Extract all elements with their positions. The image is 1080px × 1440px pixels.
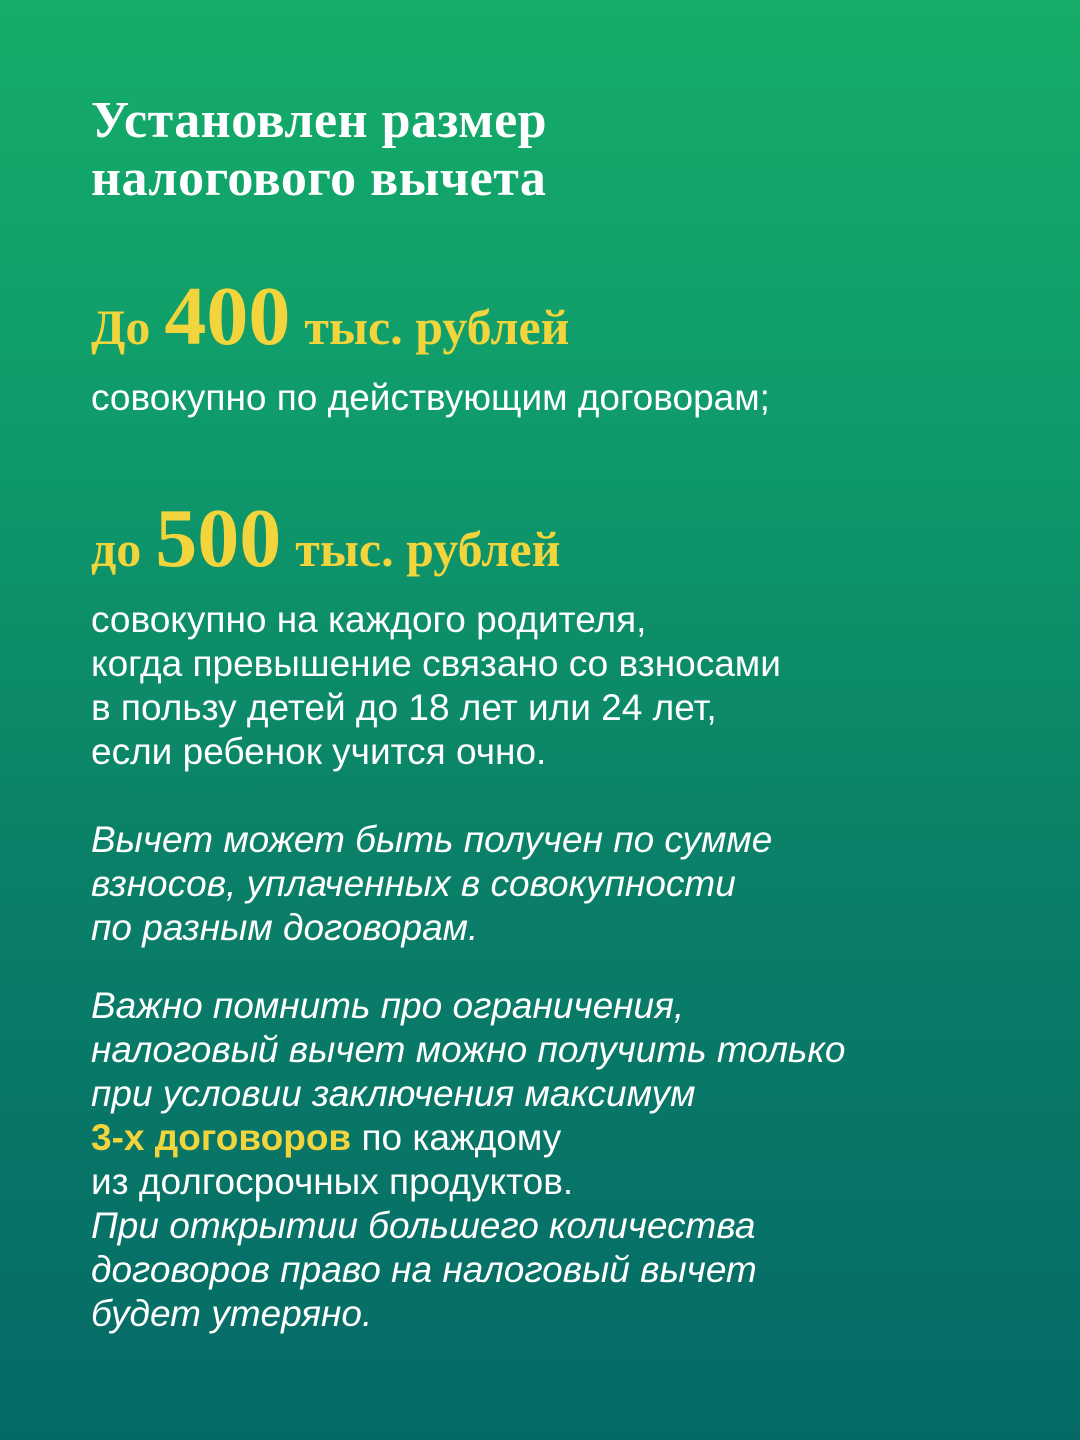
limit-500-desc-line: когда превышение связано со взносами xyxy=(91,643,781,684)
note-restrictions-line: будет утеряно. xyxy=(91,1293,373,1334)
limit-400-prefix: До xyxy=(91,299,151,355)
limit-500-description xyxy=(91,598,781,774)
limit-500-prefix: до xyxy=(91,521,142,577)
limit-400-description: совокупно по действующим договорам; xyxy=(91,377,770,418)
limit-500-unit: тыс. рублей xyxy=(295,521,561,577)
note-restrictions-line-rest: по каждому xyxy=(351,1117,562,1158)
limit-400-heading xyxy=(91,268,570,365)
limit-500-heading xyxy=(91,490,560,587)
limit-400-number: 400 xyxy=(164,270,291,363)
note-restrictions-line xyxy=(91,1116,845,1160)
limit-400-unit: тыс. рублей xyxy=(304,299,570,355)
limit-500-desc-line: если ребенок учится очно. xyxy=(91,731,547,772)
title-line-1: Установлен размер xyxy=(91,92,548,149)
limit-500-number: 500 xyxy=(155,492,282,585)
note-restrictions-line: налоговый вычет можно получить только xyxy=(91,1029,846,1070)
note-restrictions-line: из долгосрочных продуктов. xyxy=(91,1161,574,1202)
title-line-2: налогового вычета xyxy=(91,150,547,207)
note-cumulative-line: Вычет может быть получен по сумме xyxy=(91,819,773,860)
note-restrictions-line: При открытии большего количества xyxy=(91,1205,756,1246)
note-restrictions xyxy=(91,984,845,1336)
note-restrictions-line: при условии заключения максимум xyxy=(91,1073,696,1114)
note-restrictions-line: договоров право на налоговый вычет xyxy=(91,1249,757,1290)
note-cumulative-line: взносов, уплаченных в совокупности xyxy=(91,863,736,904)
page-title xyxy=(91,92,547,208)
note-cumulative xyxy=(91,818,772,950)
limit-500-desc-line: в пользу детей до 18 лет или 24 лет, xyxy=(91,687,717,728)
note-restrictions-line: Важно помнить про ограничения, xyxy=(91,985,685,1026)
contracts-limit-highlight: 3-х договоров xyxy=(91,1117,352,1158)
limit-500-desc-line: совокупно на каждого родителя, xyxy=(91,599,647,640)
note-cumulative-line: по разным договорам. xyxy=(91,907,479,948)
